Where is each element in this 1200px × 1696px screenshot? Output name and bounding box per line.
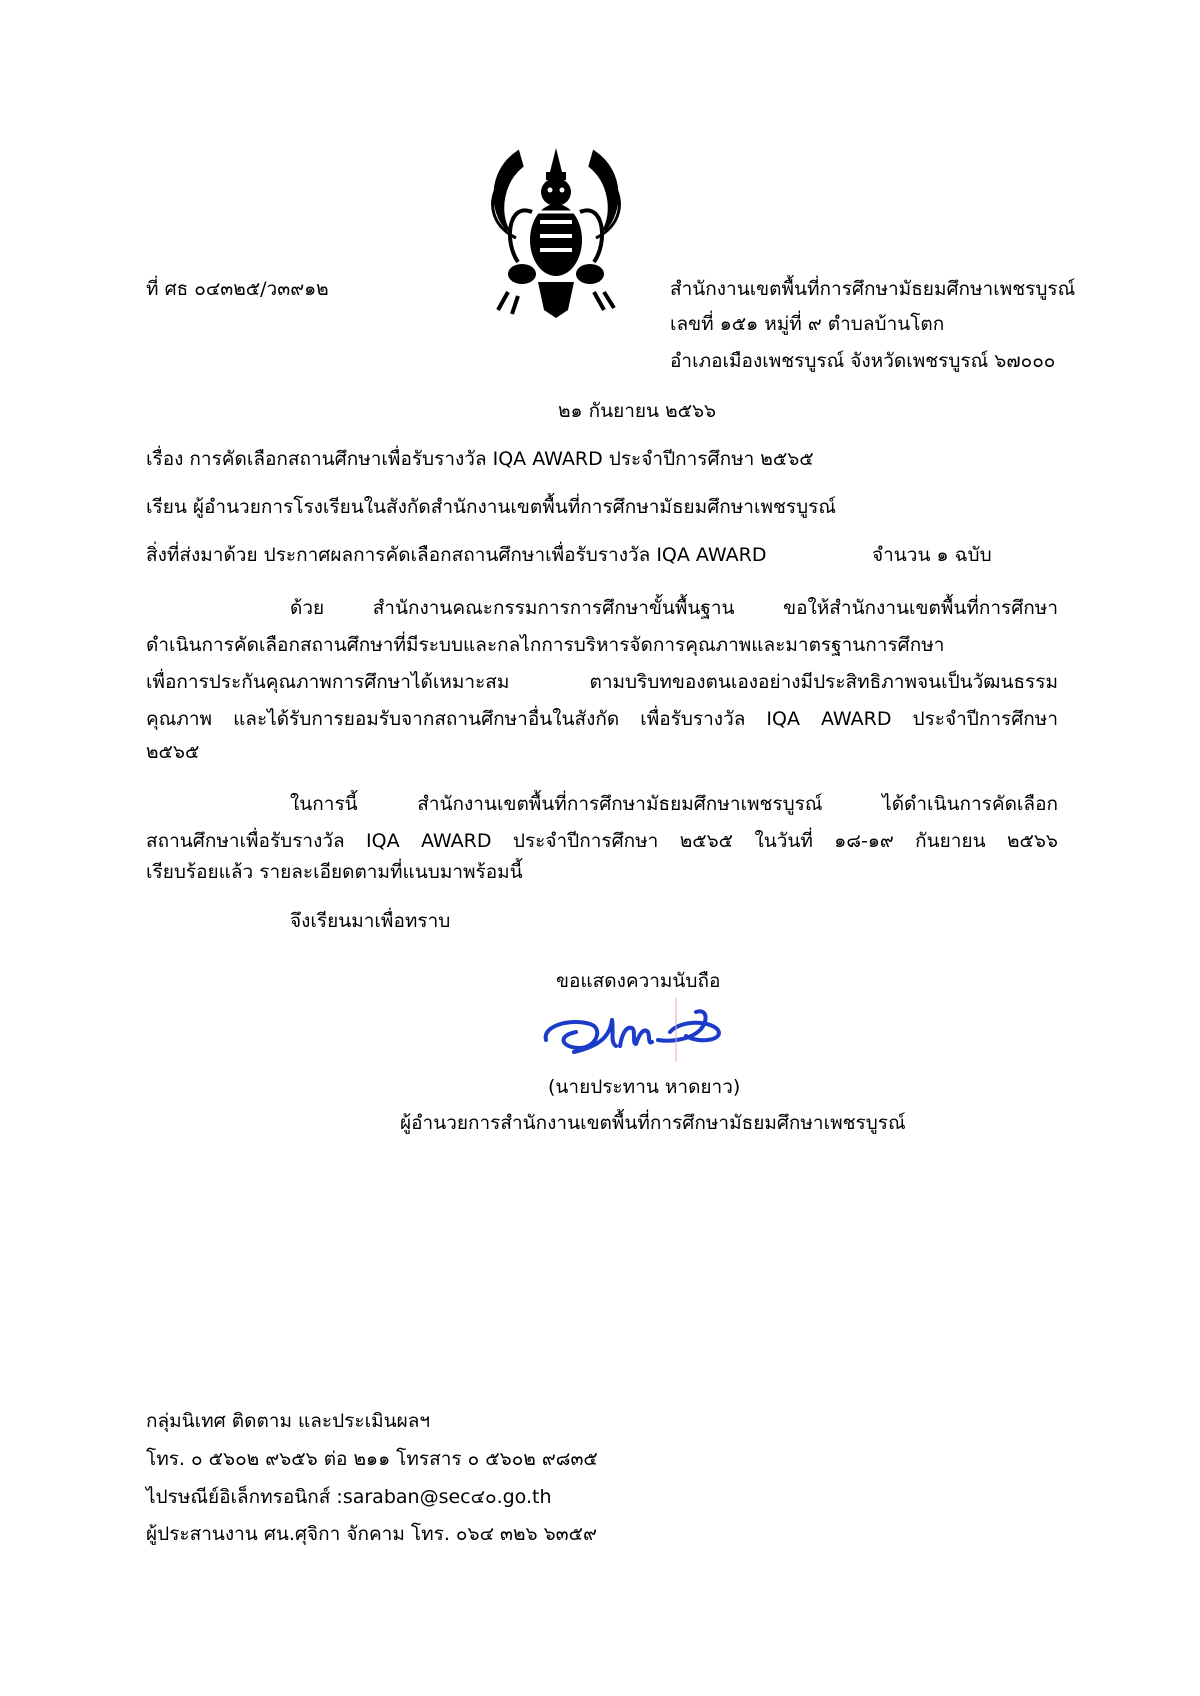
paragraph-line: ดำเนินการคัดเลือกสถานศึกษาที่มีระบบและกลไกการบริหารจัดการคุณภาพและมาตรฐานการศึกษา [146, 634, 945, 656]
signatory-title: ผู้อำนวยการสำนักงานเขตพื้นที่การศึกษามัธยมศึกษาเพชรบูรณ์ [400, 1112, 906, 1134]
handwritten-signature [540, 996, 740, 1066]
document-number: ที่ ศธ ๐๔๓๒๕/ว๓๙๑๒ [146, 278, 329, 300]
footer-email: ไปรษณีย์อิเล็กทรอนิกส์ :saraban@sec๔๐.go.th [146, 1486, 552, 1508]
paragraph-line: เรียบร้อยแล้ว รายละเอียดตามที่แนบมาพร้อมนี้ [146, 861, 523, 883]
footer-department: กลุ่มนิเทศ ติดตาม และประเมินผลฯ [146, 1410, 431, 1432]
paragraph-line: ในการนี้ สำนักงานเขตพื้นที่การศึกษามัธยมศึกษาเพชรบูรณ์ ได้ดำเนินการคัดเลือก [290, 793, 1058, 815]
paragraph-line: คุณภาพ และได้รับการยอมรับจากสถานศึกษาอื่นในสังกัด เพื่อรับรางวัล IQA AWARD ประจำปีการศึกษา [146, 708, 1058, 730]
document-date: ๒๑ กันยายน ๒๕๖๖ [558, 400, 717, 422]
signatory-name: (นายประทาน หาดยาว) [548, 1076, 741, 1098]
footer-phone: โทร. ๐ ๕๖๐๒ ๙๖๕๖ ต่อ ๒๑๑ โทรสาร ๐ ๕๖๐๒ ๙๘๓๕ [146, 1448, 598, 1470]
paragraph-line: เพื่อการประกันคุณภาพการศึกษาได้เหมาะสม ตามบริบทของตนเองอย่างมีประสิทธิภาพจนเป็นวัฒนธรรม [146, 671, 1058, 693]
office-address-line2: อำเภอเมืองเพชรบูรณ์ จังหวัดเพชรบูรณ์ ๖๗๐๐๐ [670, 350, 1056, 372]
garuda-emblem [478, 142, 634, 318]
enclosure-count: จำนวน ๑ ฉบับ [872, 544, 992, 566]
closing-salutation: ขอแสดงความนับถือ [556, 970, 721, 992]
footer-coordinator: ผู้ประสานงาน ศน.ศุจิกา จักคาม โทร. ๐๖๔ ๓๒๖ ๖๓๕๙ [146, 1523, 597, 1545]
subject-line: เรื่อง การคัดเลือกสถานศึกษาเพื่อรับรางวัล IQA AWARD ประจำปีการศึกษา ๒๕๖๕ [146, 448, 814, 470]
paragraph-line: ๒๕๖๕ [146, 741, 200, 763]
office-address-line1: เลขที่ ๑๕๑ หมู่ที่ ๙ ตำบลบ้านโตก [670, 313, 945, 335]
salutation-line: เรียน ผู้อำนวยการโรงเรียนในสังกัดสำนักงานเขตพื้นที่การศึกษามัธยมศึกษาเพชรบูรณ์ [146, 496, 836, 518]
paragraph-line: ด้วย สำนักงานคณะกรรมการการศึกษาขั้นพื้นฐาน ขอให้สำนักงานเขตพื้นที่การศึกษา [290, 597, 1058, 619]
office-name: สำนักงานเขตพื้นที่การศึกษามัธยมศึกษาเพชรบูรณ์ [670, 278, 1076, 300]
paragraph-line: สถานศึกษาเพื่อรับรางวัล IQA AWARD ประจำปีการศึกษา ๒๕๖๕ ในวันที่ ๑๘-๑๙ กันยายน ๒๕๖๖ [146, 830, 1058, 852]
closing-line: จึงเรียนมาเพื่อทราบ [290, 910, 451, 932]
enclosure-label: สิ่งที่ส่งมาด้วย ประกาศผลการคัดเลือกสถานศึกษาเพื่อรับรางวัล IQA AWARD [146, 544, 767, 566]
